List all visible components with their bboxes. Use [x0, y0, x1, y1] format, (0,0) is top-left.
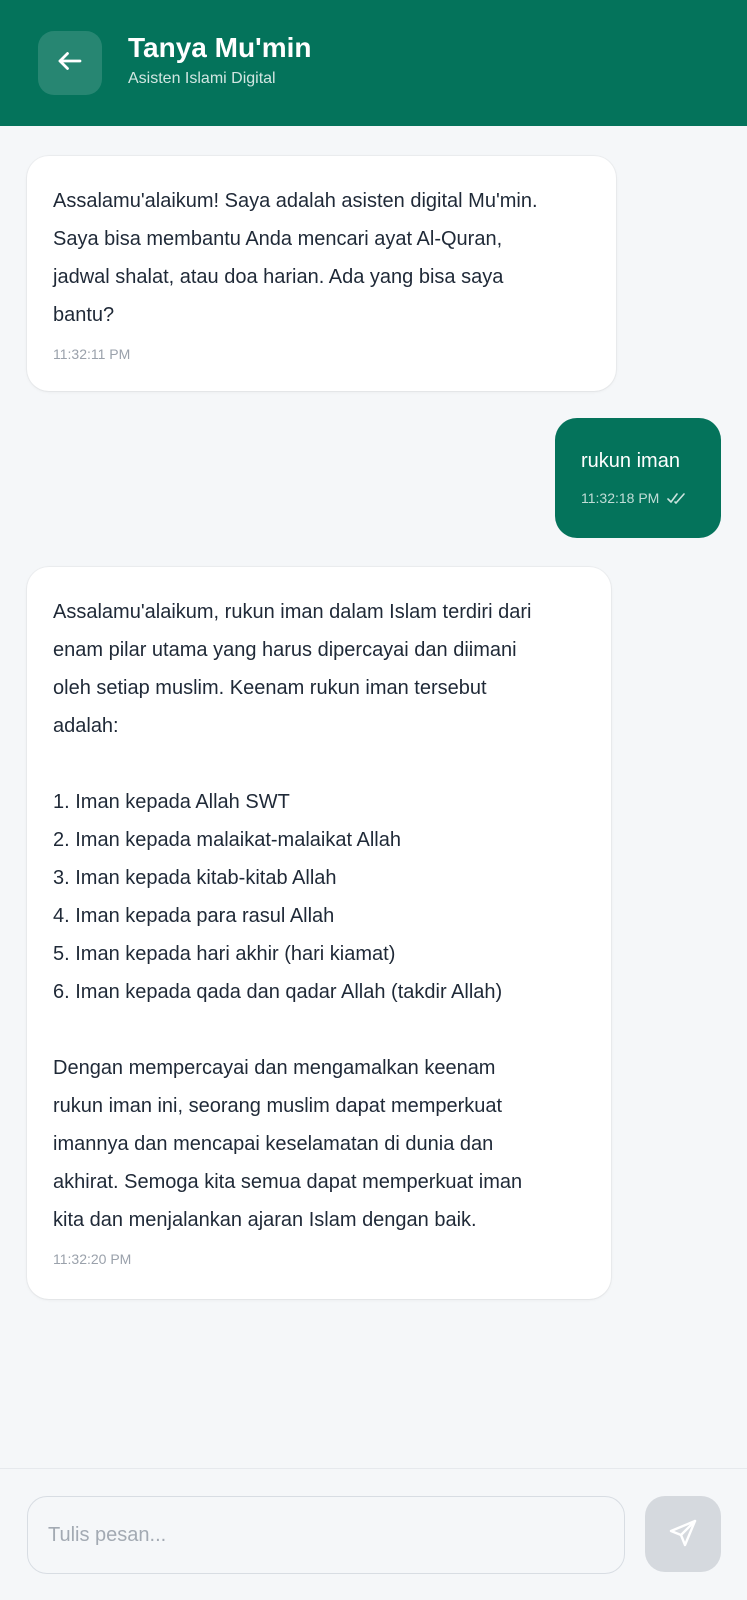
page-subtitle: Asisten Islami Digital — [128, 70, 276, 87]
send-button[interactable] — [645, 1496, 721, 1572]
back-button[interactable] — [38, 31, 102, 95]
message-text: Assalamu'alaikum! Saya adalah asisten digital Mu'min. Saya bisa membantu Anda mencari ayat Al-Quran, jadwal shalat, atau doa harian. Ada yang bisa saya bantu? — [53, 190, 538, 326]
message-time: 11:32:20 PM — [53, 1251, 132, 1267]
message-time: 11:32:18 PM — [581, 490, 660, 506]
page-title: Tanya Mu'min — [128, 32, 312, 63]
composer-bar — [0, 1468, 747, 1600]
send-icon — [667, 1517, 699, 1552]
header-text — [128, 30, 312, 90]
message-time: 11:32:11 PM — [53, 346, 131, 362]
double-check-icon — [667, 491, 687, 505]
chat-messages[interactable] — [0, 126, 747, 1468]
arrow-left-icon — [55, 46, 85, 81]
message-meta — [581, 488, 695, 508]
message-text: Assalamu'alaikum, rukun iman dalam Islam terdiri dari enam pilar utama yang harus dipercayai dan diimani oleh setiap muslim. Keenam rukun iman tersebut adalah: 1. Iman kepada Allah SWT 2. Iman kepada malaikat-malaikat Allah 3. Iman kepada kitab-kitab Allah 4. Iman kepada para rasul Allah 5. Iman kepada hari akhir (hari kiamat) 6. Iman kepada qada dan qadar Allah (takdir Allah) Dengan mempercayai dan mengamalkan keenam rukun iman ini, seorang muslim dapat memperkuat imannya dan mencapai keselamatan di dunia dan akhirat. Semoga kita semua dapat memperkuat iman kita dan menjalankan ajaran Islam dengan baik. — [53, 601, 532, 1231]
app-header — [0, 0, 747, 126]
user-message — [555, 418, 721, 538]
message-text: rukun iman — [581, 450, 680, 472]
message-input[interactable] — [27, 1496, 625, 1574]
bot-message — [27, 156, 616, 391]
bot-message — [27, 567, 611, 1299]
